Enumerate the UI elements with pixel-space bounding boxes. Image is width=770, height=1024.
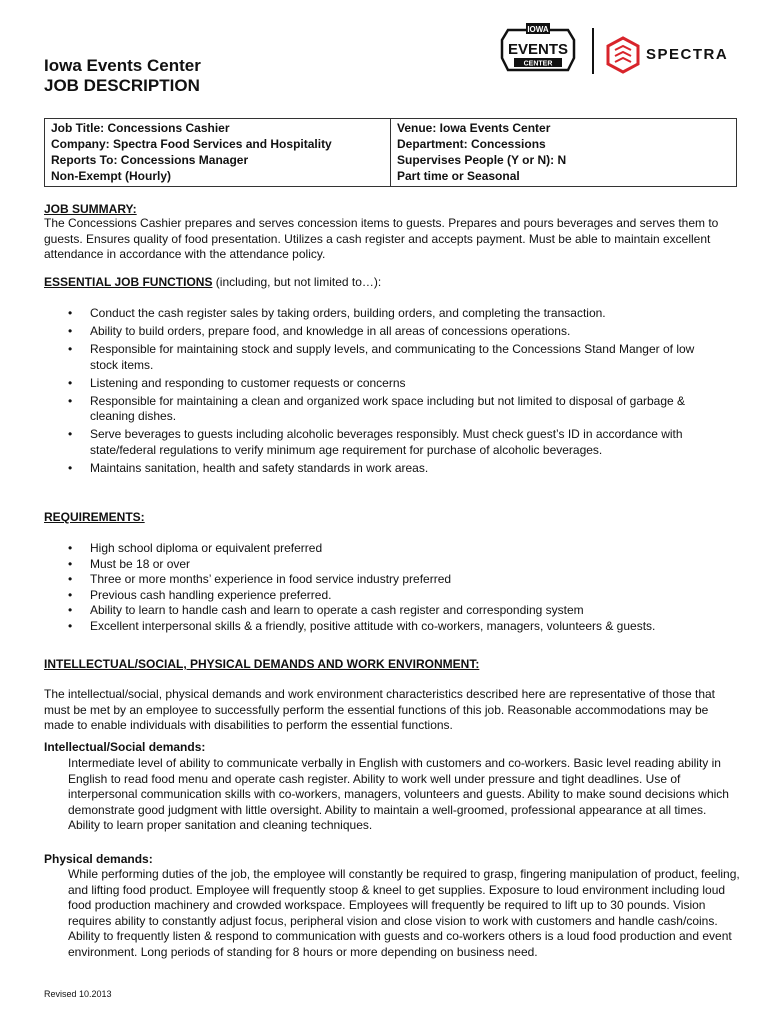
list-item: • Ability to build orders, prepare food, and knowledge in all areas of concessions operations.	[68, 324, 571, 338]
intellectual-text: Intermediate level of ability to communicate verbally in English with customers and co-workers. Basic level reading ability in English to read food menu and operate cash register. Ability to work well under pressure and tight deadlines. Use of interpersonal communication skills with co-workers, managers, volunteers and guests. Ability to make sound decisions which demonstrate good judgment with little oversight. Ability to maintain a well-groomed, professional appearance at all times. Ability to learn proper sanitation and cleaning techniques.	[68, 756, 729, 832]
spectra-wordmark: SPECTRA	[646, 46, 729, 63]
list-item: • Previous cash handling experience preferred.	[68, 587, 332, 602]
list-item: • Three or more months’ experience in food service industry preferred	[68, 572, 452, 586]
logo-center-text: CENTER	[523, 60, 553, 68]
job-info-table	[44, 118, 737, 187]
list-item: • Listening and responding to customer requests or concerns	[68, 375, 406, 390]
list-item: • High school diploma or equivalent preferred	[68, 541, 323, 555]
functions-heading-note: (including, but not limited to…):	[212, 275, 382, 289]
logo-divider	[592, 28, 594, 74]
spectra-mark-icon	[606, 36, 640, 74]
functions-list	[44, 306, 724, 476]
summary-heading: JOB SUMMARY:	[44, 202, 137, 216]
functions-heading-row	[44, 275, 381, 291]
job-info-right	[391, 119, 737, 187]
logo-events-text: EVENTS	[507, 41, 569, 58]
list-item: • Excellent interpersonal skills & a friendly, positive attitude with co-workers, managers, volunteers & guests.	[68, 618, 656, 633]
logo-iowa-text: IOWA	[527, 25, 549, 34]
physical-heading: Physical demands:	[44, 852, 153, 866]
title-block	[44, 56, 201, 96]
job-title: Job Title: Concessions Cashier	[51, 121, 230, 135]
list-item: • Responsible for maintaining a clean and organized work space including but not limited to disposal of garbage & cleaning dishes.	[68, 393, 686, 423]
environment-intro: The intellectual/social, physical demands and work environment characteristics described here are representative of those that must be met by an employee to successfully perform the essential functions of this job. Reasonable accommodations may be made to enable individuals with disabilities to perform the essential functions.	[44, 687, 716, 732]
doc-title: JOB DESCRIPTION	[44, 76, 200, 95]
list-item: • Ability to learn to handle cash and learn to operate a cash register and corresponding system	[68, 603, 584, 617]
list-item: • Must be 18 or over	[68, 556, 191, 571]
functions-heading: ESSENTIAL JOB FUNCTIONS	[44, 275, 213, 289]
job-info-left	[45, 119, 391, 187]
logos	[494, 20, 734, 80]
intellectual-heading: Intellectual/Social demands:	[44, 740, 206, 754]
department: Department: Concessions	[397, 137, 546, 151]
exempt-status: Non-Exempt (Hourly)	[51, 169, 171, 183]
list-item: • Serve beverages to guests including alcoholic beverages responsibly. Must check guest’s ID in accordance with state/federal regulations to verify minimum age requirement for purchase of alcoholic beverages.	[68, 427, 683, 457]
reports-to: Reports To: Concessions Manager	[51, 153, 249, 167]
environment-heading: INTELLECTUAL/SOCIAL, PHYSICAL DEMANDS AND WORK ENVIRONMENT:	[44, 657, 480, 671]
physical-text: While performing duties of the job, the employee will constantly be required to grasp, fingering manipulation of product, feeling, and lifting food product. Employee will frequently stoop & kneel to get supplies. Exposure to loud environment including loud food production machinery and crowded workspace. Employees will frequently be required to lift up to 30 pounds. Vision requires ability to constantly adjust focus, peripheral vision and close vision to work with customers and handle cash/coins. Ability to frequently listen & respond to communication with guests and co-workers others is a loud food production and event environment. Long periods of standing for 8 hours or more depending on business need.	[68, 867, 740, 959]
summary-text: The Concessions Cashier prepares and serves concession items to guests. Prepares and pours beverages and serves them to guests. Ensures quality of food presentation. Utilizes a cash register and accepts payment. Must be able to maintain excellent attendance in accordance with the attendance policy.	[44, 216, 719, 261]
company: Company: Spectra Food Services and Hospitality	[51, 137, 332, 151]
venue: Venue: Iowa Events Center	[397, 121, 551, 135]
requirements-list	[44, 541, 724, 634]
iowa-events-center-logo	[494, 20, 582, 76]
list-item: • Maintains sanitation, health and safety standards in work areas.	[68, 460, 429, 475]
employment-type: Part time or Seasonal	[397, 169, 520, 183]
org-name: Iowa Events Center	[44, 56, 201, 75]
supervises: Supervises People (Y or N): N	[397, 153, 567, 167]
requirements-heading: REQUIREMENTS:	[44, 510, 145, 524]
revision-footer: Revised 10.2013	[44, 989, 112, 999]
list-item: • Conduct the cash register sales by taking orders, building orders, and completing the transaction.	[68, 306, 606, 320]
list-item: • Responsible for maintaining stock and supply levels, and communicating to the Concessions Stand Manger of low stock items.	[68, 342, 695, 372]
